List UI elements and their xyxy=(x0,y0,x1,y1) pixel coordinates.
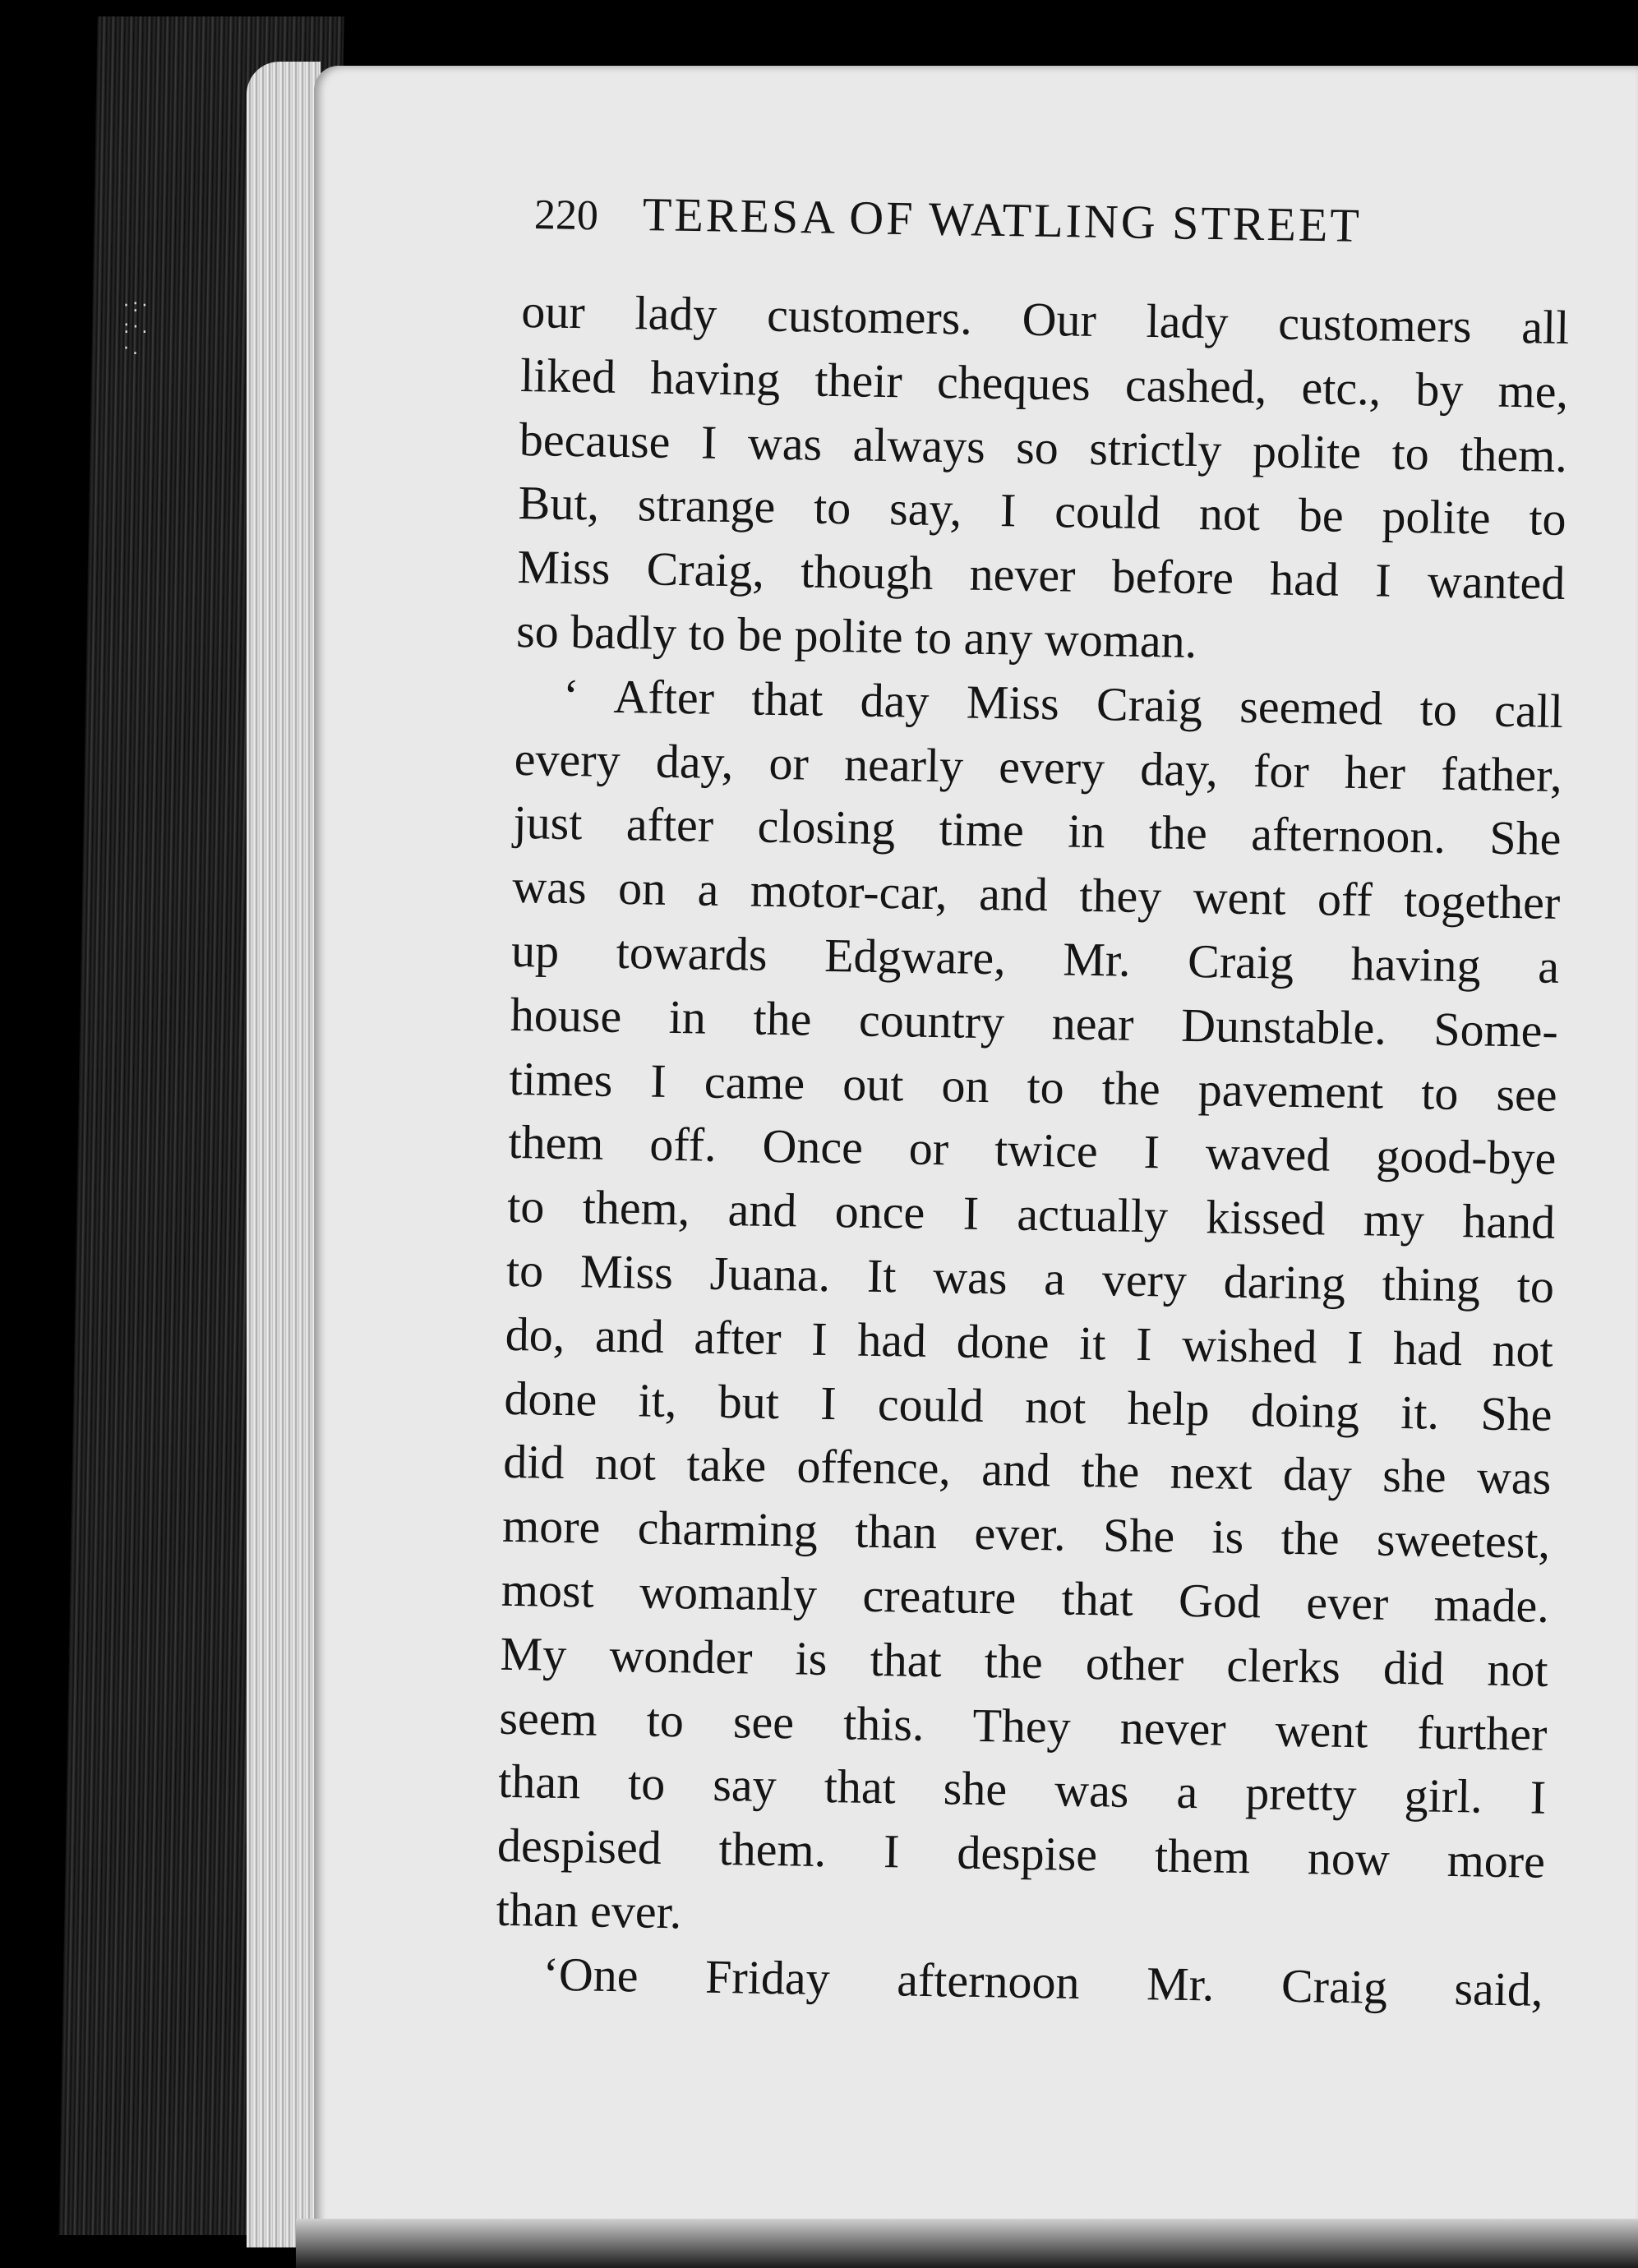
body-text xyxy=(495,279,1570,2021)
text-line: seem to see this. They never went further xyxy=(499,1690,1548,1761)
text-line: most womanly creature that God ever made. xyxy=(501,1562,1550,1633)
text-line: to them, and once I actually kissed my hand xyxy=(506,1179,1556,1250)
text-line: than to say that she was a pretty girl. I xyxy=(497,1754,1547,1825)
page-bottom-shadow xyxy=(296,2219,1638,2268)
dust-specks: ·:· :·. ·. xyxy=(123,296,151,359)
text-line: do, and after I had done it I wished I had not xyxy=(505,1307,1554,1377)
text-line: so badly to be polite to any woman. xyxy=(515,603,1197,668)
text-line: liked having their cheques cashed, etc., by me, xyxy=(519,348,1569,418)
book-title: TERESA OF WATLING STREET xyxy=(642,187,1363,252)
text-line: done it, but I could not help doing it. She xyxy=(504,1371,1553,1441)
text-line: to Miss Juana. It was a very daring thing to xyxy=(505,1242,1555,1313)
text-line: did not take offence, and the next day she was xyxy=(502,1435,1552,1505)
text-line: them off. Once or twice I waved good-bye xyxy=(507,1115,1557,1186)
text-line: our lady customers. Our lady customers all xyxy=(520,284,1570,355)
text-line: Miss Craig, though never before had I wanted xyxy=(516,540,1566,611)
text-line: more charming than ever. She is the sweetest, xyxy=(501,1498,1551,1569)
text-line: up towards Edgware, Mr. Craig having a xyxy=(510,923,1560,993)
text-line: times I came out on to the pavement to see xyxy=(509,1051,1558,1122)
text-line: every day, or nearly every day, for her father, xyxy=(514,731,1563,802)
text-line: house in the country near Dunstable. Some- xyxy=(510,987,1559,1058)
page-stack-edge xyxy=(247,62,321,2247)
text-line: because I was always so strictly polite to them. xyxy=(519,412,1568,482)
text-line: But, strange to say, I could not be polite to xyxy=(518,476,1567,546)
text-line: than ever. xyxy=(496,1882,682,1939)
text-line: despised them. I despise them now more xyxy=(496,1818,1546,1888)
text-line: My wonder is that the other clerks did not xyxy=(500,1626,1549,1697)
text-line: just after closing time in the afternoon. She xyxy=(513,795,1562,866)
text-line: was on a motor-car, and they went off together xyxy=(511,860,1561,930)
paragraph-start-line: ‘ After that day Miss Craig seemed to call xyxy=(562,668,1564,738)
page-number: 220 xyxy=(533,191,599,240)
paragraph-start-line: ‘One Friday afternoon Mr. Craig said, xyxy=(542,1947,1543,2017)
